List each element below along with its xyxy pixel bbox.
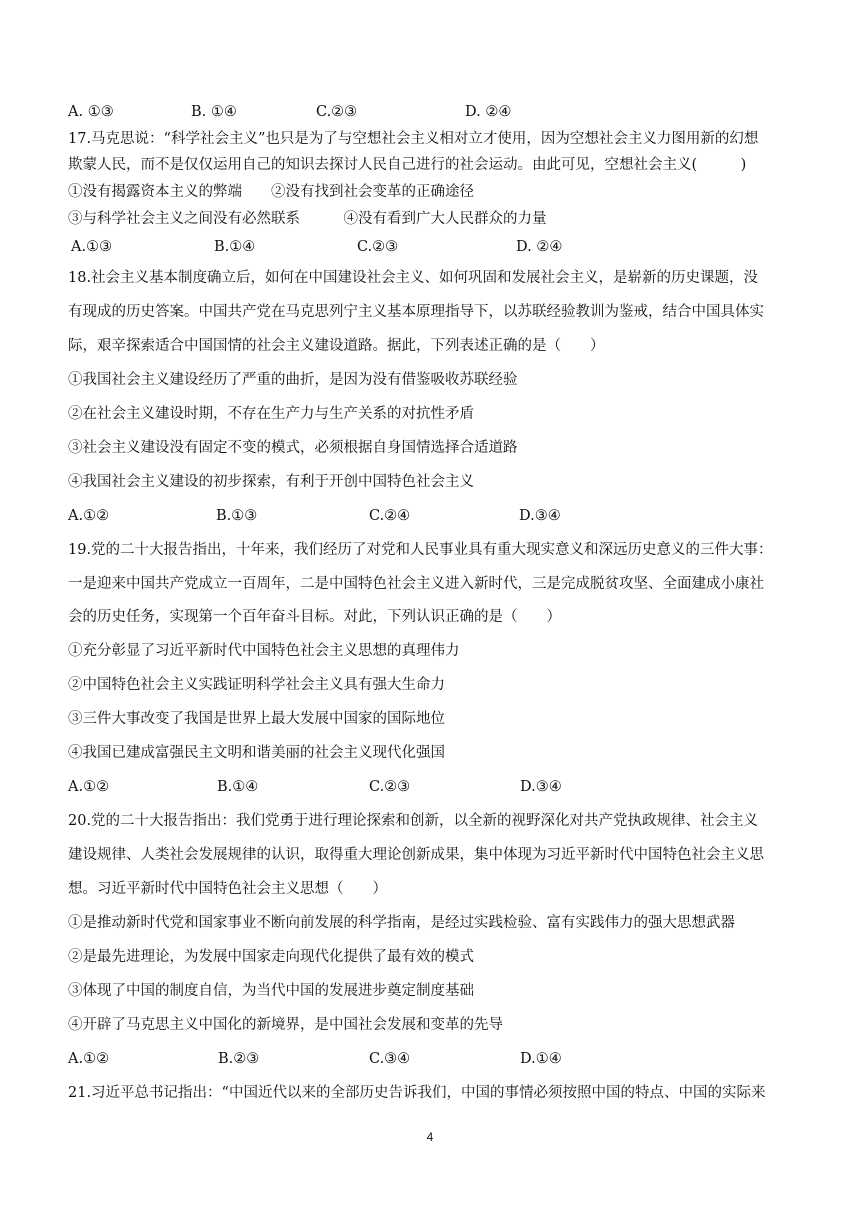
q19-option-b: B.①④: [217, 779, 259, 795]
q17-option-b: B.①④: [214, 239, 256, 255]
q20-statement-4: ④开辟了马克思主义中国化的新境界，是中国社会发展和变革的先导: [68, 1017, 503, 1033]
q17-statement-2: ③与科学社会主义之间没有必然联系 ④没有看到广大人民群众的力量: [68, 211, 547, 227]
q18-option-b: B.①③: [216, 508, 258, 524]
q20-option-d: D.①④: [520, 1051, 562, 1067]
q19-option-c: C.②③: [369, 779, 411, 795]
q19-option-d: D.③④: [520, 779, 562, 795]
q20-options: [68, 1049, 796, 1069]
q18-statement-4: ④我国社会主义建设的初步探索，有利于开创中国特色社会主义: [68, 474, 474, 490]
q17-option-a: A.①③: [71, 239, 113, 255]
q18-stem-line-2: 有现成的历史答案。中国共产党在马克思列宁主义基本原理指导下，以苏联经验教训为鉴戒，结合中国具体实: [68, 304, 764, 320]
q16-options: [68, 102, 796, 122]
q20-statement-1: ①是推动新时代党和国家事业不断向前发展的科学指南，是经过实践检验、富有实践伟力的强大思想武器: [68, 915, 735, 931]
q18-option-a: A.①②: [68, 508, 110, 524]
q18-stem-line-1: 18.社会主义基本制度确立后，如何在中国建设社会主义、如何巩固和发展社会主义，是崭新的历史课题，没: [68, 270, 759, 286]
q17-stem-line-2: 欺蒙人民，而不是仅仅运用自己的知识去探讨人民自己进行的社会运动。由此可见，空想社会主义( ): [68, 157, 747, 173]
q18-options: [68, 506, 796, 526]
q16-option-a: A. ①③: [68, 104, 114, 120]
q18-statement-3: ③社会主义建设没有固定不变的模式，必须根据自身国情选择合适道路: [68, 440, 518, 456]
q19-statement-3: ③三件大事改变了我国是世界上最大发展中国家的国际地位: [68, 711, 445, 727]
q18-stem-line-3: 际，艰辛探索适合中国国情的社会主义建设道路。据此，下列表述正确的是（ ）: [68, 338, 605, 354]
q19-statement-2: ②中国特色社会主义实践证明科学社会主义具有强大生命力: [68, 677, 445, 693]
q19-statement-4: ④我国已建成富强民主文明和谐美丽的社会主义现代化强国: [68, 745, 445, 761]
q16-option-c: C.②③: [316, 104, 358, 120]
q20-stem-line-2: 建设规律、人类社会发展规律的认识，取得重大理论创新成果，集中体现为习近平新时代中国特色社会主义思: [68, 847, 764, 863]
q19-stem-line-3: 会的历史任务，实现第一个百年奋斗目标。对此，下列认识正确的是（ ）: [68, 609, 561, 625]
q20-option-b: B.②③: [218, 1051, 260, 1067]
q19-statement-1: ①充分彰显了习近平新时代中国特色社会主义思想的真理伟力: [68, 643, 460, 659]
q18-option-c: C.②④: [369, 508, 411, 524]
q17-option-d: D. ②④: [516, 239, 563, 255]
q19-stem-line-2: 一是迎来中国共产党成立一百周年，二是中国特色社会主义进入新时代，三是完成脱贫攻坚、全面建成小康社: [68, 576, 764, 592]
q20-statement-3: ③体现了中国的制度自信，为当代中国的发展进步奠定制度基础: [68, 983, 474, 999]
q19-stem-line-1: 19.党的二十大报告指出，十年来，我们经历了对党和人民事业具有重大现实意义和深远历史意义的三件大事：: [68, 542, 773, 558]
page-number: 4: [426, 1130, 434, 1144]
q17-options: [68, 237, 796, 257]
q16-option-b: B. ①④: [191, 104, 237, 120]
q20-statement-2: ②是最先进理论，为发展中国家走向现代化提供了最有效的模式: [68, 949, 474, 965]
q18-statement-1: ①我国社会主义建设经历了严重的曲折，是因为没有借鉴吸收苏联经验: [68, 372, 518, 388]
q17-option-c: C.②③: [357, 239, 399, 255]
q18-statement-2: ②在社会主义建设时期，不存在生产力与生产关系的对抗性矛盾: [68, 406, 474, 422]
q19-options: [68, 777, 796, 797]
q16-option-d: D. ②④: [465, 104, 512, 120]
q17-statement-1: ①没有揭露资本主义的弊端 ②没有找到社会变革的正确途径: [68, 184, 474, 200]
q20-stem-line-3: 想。习近平新时代中国特色社会主义思想（ ）: [68, 881, 387, 897]
q20-option-c: C.③④: [369, 1051, 411, 1067]
q18-option-d: D.③④: [519, 508, 561, 524]
q21-stem-line-1: 21.习近平总书记指出：“中国近代以来的全部历史告诉我们，中国的事情必须按照中国的特点、中国的实际来: [68, 1085, 766, 1101]
q20-option-a: A.①②: [68, 1051, 110, 1067]
q19-option-a: A.①②: [68, 779, 110, 795]
q20-stem-line-1: 20.党的二十大报告指出：我们党勇于进行理论探索和创新，以全新的视野深化对共产党执政规律、社会主义: [68, 813, 759, 829]
q17-stem-line-1: 17.马克思说：“科学社会主义”也只是为了与空想社会主义相对立才使用，因为空想社会主义力图用新的幻想: [68, 131, 759, 147]
